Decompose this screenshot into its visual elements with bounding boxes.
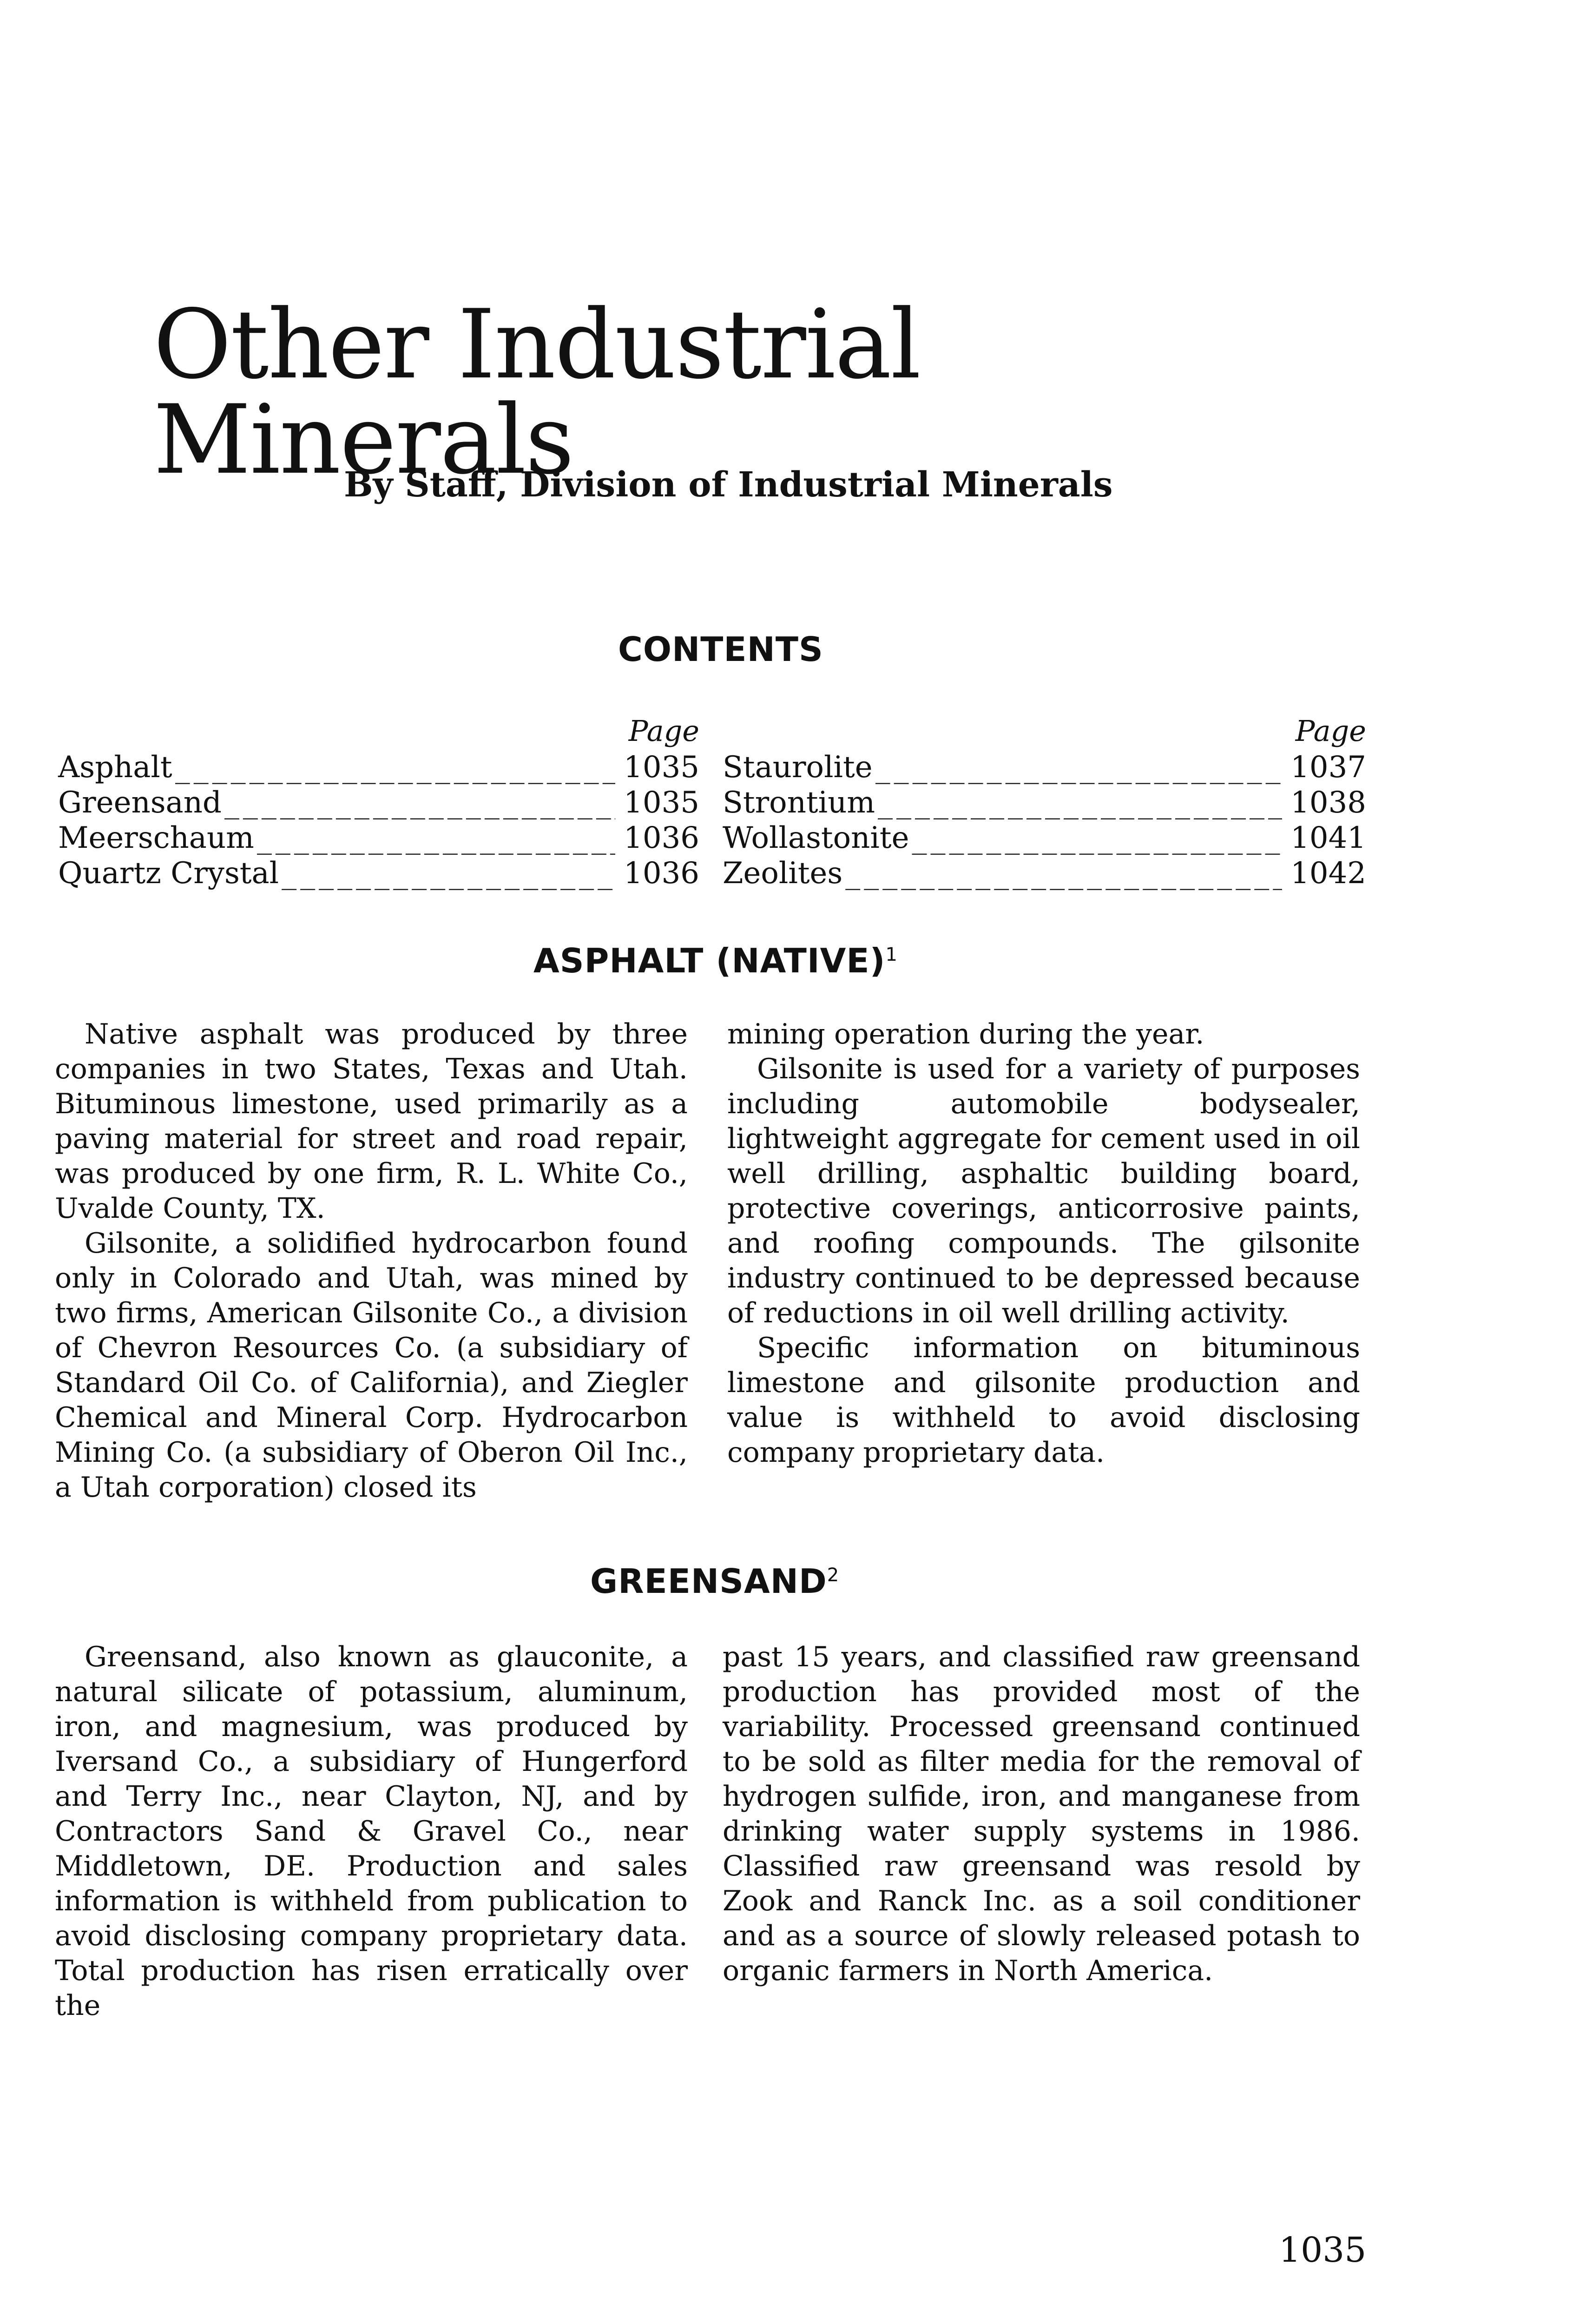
toc-entry-page: 1035 [624,750,699,785]
asphalt-heading-text: ASPHALT (NATIVE) [533,941,886,980]
toc-entry-label: Asphalt [58,750,172,785]
toc-leader [175,750,616,785]
asphalt-column-left [55,1017,688,1505]
contents-column-left [58,713,699,891]
body-paragraph: Native asphalt was produced by three companies in two States, Texas and Utah. Bituminous limestone, used primarily as a paving material for street and road repair, was produced by one firm, R. L. White Co., Uvalde County, TX. [55,1018,688,1225]
footnote-mark[interactable]: 2 [827,1565,840,1586]
page-title: Other Industrial Minerals [153,290,921,495]
contents-column-right [723,713,1366,891]
toc-entry-label: Zeolites [723,856,843,891]
toc-entry-label: Strontium [723,786,875,820]
toc-entry-page: 1036 [624,821,699,855]
toc-entry[interactable] [723,785,1366,820]
toc-leader [282,856,615,891]
toc-entry-page: 1037 [1290,750,1366,785]
toc-entry[interactable] [58,856,699,891]
toc-entry[interactable] [58,820,699,856]
toc-leader [878,785,1282,820]
toc-entry-page: 1036 [624,856,699,891]
contents-heading: CONTENTS [618,630,823,669]
toc-entry-label: Greensand [58,786,222,820]
toc-entry[interactable] [58,785,699,820]
toc-leader [257,820,615,856]
toc-entry[interactable] [723,820,1366,856]
toc-entry-label: Staurolite [723,750,873,785]
contents-page-header: Page [1295,714,1366,748]
page-number: 1035 [1279,2230,1367,2270]
body-paragraph: Greensand, also known as glauconite, a natural silicate of potassium, aluminum, iron, and magnesium, was produced by Iversand Co., a subsidiary of Hungerford and Terry Inc., near Clayton, NJ, and by Contractors Sand & Gravel Co., near Middletown, DE. Production and sales information is withheld from publication to avoid disclosing company proprietary data. Total production has risen erratically over the [55,1641,688,2022]
greensand-heading-text: GREENSAND [590,1562,827,1601]
toc-leader [845,856,1282,891]
toc-entry-label: Wollastonite [723,821,909,855]
body-paragraph-continuation: past 15 years, and classified raw greensand production has provided most of the variability. Processed greensand continued to be sold as filter media for the removal of hydrogen sulfide, iron, and manganese from drinking water supply systems in 1986. Classified raw greensand was resold by Zook and Ranck Inc. as a soil conditioner and as a source of slowly released potash to organic farmers in North America. [723,1641,1360,1987]
toc-entry[interactable] [723,750,1366,785]
greensand-section-heading [590,1562,839,1601]
asphalt-column-right [727,1017,1360,1470]
asphalt-section-heading [533,941,898,980]
body-paragraph: Gilsonite is used for a variety of purposes including automobile bodysealer, lightweight aggregate for cement used in oil well drilling, asphaltic building board, protective coverings, anticorrosive paints, and roofing compounds. The gilsonite industry continued to be depressed because of reductions in oil well drilling activity. [727,1053,1360,1329]
body-paragraph: Gilsonite, a solidified hydrocarbon found only in Colorado and Utah, was mined by two firms, American Gilsonite Co., a division of Chevron Resources Co. (a subsidiary of Standard Oil Co. of California), and Ziegler Chemical and Mineral Corp. Hydrocarbon Mining Co. (a subsidiary of Oberon Oil Inc., a Utah corporation) closed its [55,1227,688,1504]
greensand-column-left [55,1640,688,2023]
contents-page-header: Page [628,714,699,748]
toc-entry-label: Meerschaum [58,821,254,855]
toc-leader [912,820,1282,856]
toc-leader [875,750,1283,785]
greensand-column-right [723,1640,1360,1988]
toc-entry-page: 1035 [624,786,699,820]
byline: By Staff, Division of Industrial Minerals [344,465,1113,505]
toc-entry-page: 1042 [1290,856,1366,891]
toc-leader [224,785,615,820]
toc-entry-page: 1038 [1290,786,1366,820]
toc-entry-label: Quartz Crystal [58,856,279,891]
toc-entry-page: 1041 [1290,821,1366,855]
toc-entry[interactable] [58,750,699,785]
toc-entry[interactable] [723,856,1366,891]
body-paragraph-continuation: mining operation during the year. [727,1018,1204,1050]
body-paragraph: Specific information on bituminous limestone and gilsonite production and value is withheld to avoid disclosing company proprietary data. [727,1332,1360,1469]
footnote-mark[interactable]: 1 [885,944,898,965]
